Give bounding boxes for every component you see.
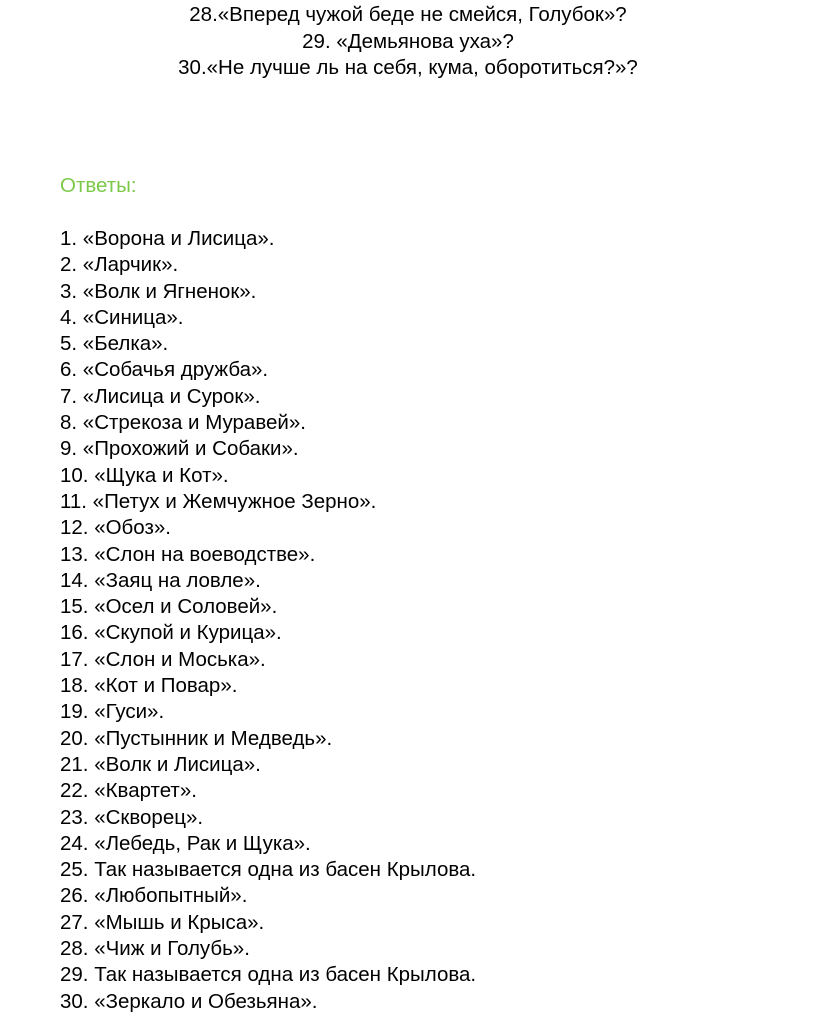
questions-block [0,2,816,82]
answer-item: 23. «Скворец». [60,805,204,829]
answer-item: 24. «Лебедь, Рак и Щука». [60,831,311,855]
answer-item: 25. Так называется одна из басен Крылова. [60,858,477,882]
answer-item: 13. «Слон на воеводстве». [60,542,316,566]
answer-item: 26. «Любопытный». [60,884,248,908]
answer-item: 12. «Обоз». [60,516,171,540]
answer-item: 3. «Волк и Ягненок». [60,279,257,303]
answer-item: 29. Так называется одна из басен Крылова. [60,963,477,987]
answers-list [60,226,476,1015]
answer-item: 22. «Квартет». [60,779,197,803]
question-line: 29. «Демьянова уха»? [302,29,514,53]
answer-item: 7. «Лисица и Сурок». [60,384,261,408]
answer-item: 19. «Гуси». [60,700,165,724]
answer-item: 28. «Чиж и Голубь». [60,937,250,961]
answer-item: 10. «Щука и Кот». [60,463,229,487]
answer-item: 5. «Белка». [60,332,169,356]
answer-item: 30. «Зеркало и Обезьяна». [60,989,318,1013]
answer-item: 17. «Слон и Моська». [60,647,266,671]
answer-item: 2. «Ларчик». [60,253,179,277]
answer-item: 15. «Осел и Соловей». [60,595,278,619]
answer-item: 18. «Кот и Повар». [60,674,238,698]
question-line: 30.«Не лучше ль на себя, кума, оборотиться?»? [178,56,638,79]
answer-item: 21. «Волк и Лисица». [60,752,261,776]
answer-item: 1. «Ворона и Лисица». [60,227,275,250]
answer-item: 11. «Петух и Жемчужное Зерно». [60,489,377,513]
answer-item: 14. «Заяц на ловле». [60,568,261,592]
answers-heading: Ответы: [60,174,137,197]
answer-item: 9. «Прохожий и Собаки». [60,437,299,461]
question-line: 28.«Вперед чужой беде не смейся, Голубок»? [189,3,627,26]
answer-item: 6. «Собачья дружба». [60,358,269,382]
answer-item: 27. «Мышь и Крыса». [60,910,265,934]
answer-item: 20. «Пустынник и Медведь». [60,726,333,750]
answer-item: 4. «Синица». [60,305,184,329]
answer-item: 8. «Стрекоза и Муравей». [60,411,306,435]
answer-item: 16. «Скупой и Курица». [60,621,282,645]
